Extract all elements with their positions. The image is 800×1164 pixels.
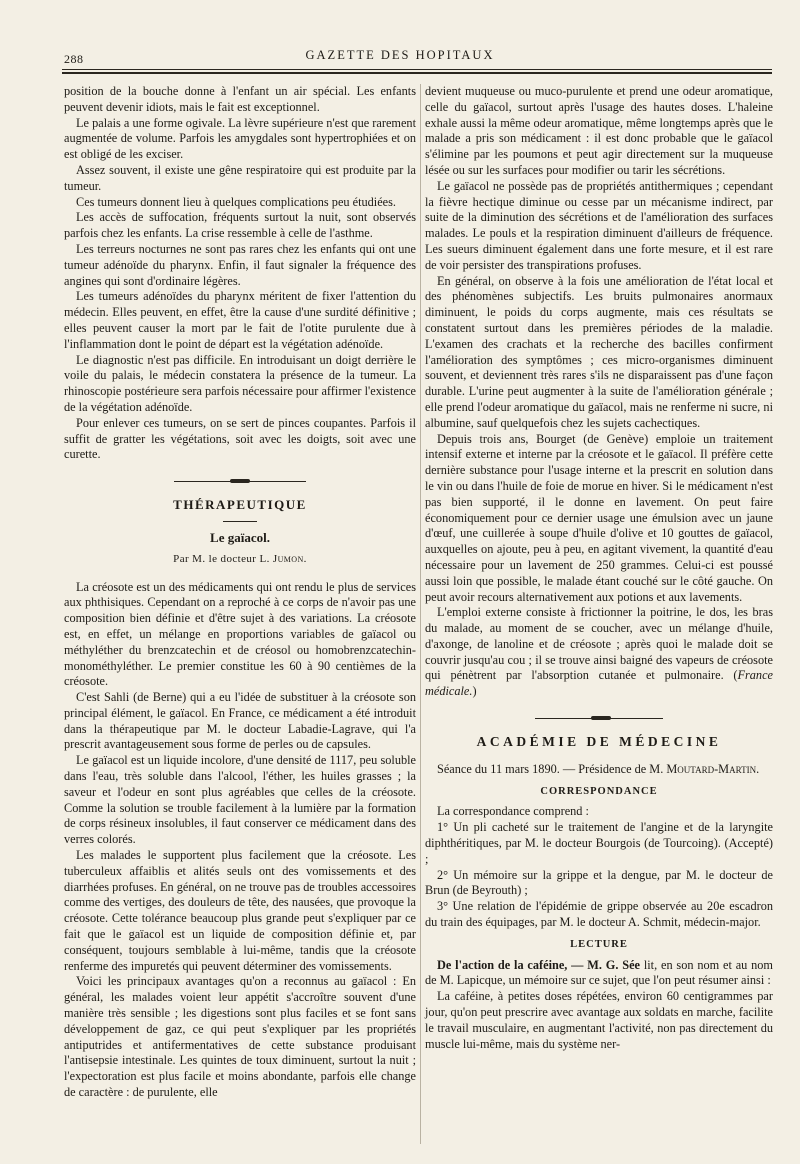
lecture-text: lit, en son nom et au nom de M. Lapicque, un mémoire sur ce sujet, que l'on peut résumer ainsi : [425, 957, 773, 988]
byline-prefix: Par M. le docteur L. [173, 552, 273, 565]
paragraph: La caféine, à petites doses répétées, environ 60 centigrammes par jour, qu'on peut prescrire avec avantage aux soldats en marche, facilite le travail musculaire, en augmentant l'activité, non pas directement du muscle lui-même, mais du système ner- [425, 989, 773, 1051]
paragraph: En général, on observe à la fois une amélioration de l'état local et des phénomènes subjectifs. Les bruits pulmonaires anormaux diminuent, le poids du corps augmente, mais ces résultats se constatent surtout dans les premières périodes de la maladie. L'examen des crachats et la recherche des bacilles confirment l'amélioration des symptômes ; ces micro-organismes diminuent souvent, et deviennent très rares s'ils ne disparaissent pas d'une façon durable. L'urine peut augmenter à la suite de l'amélioration générale ; elle prend l'odeur aromatique du gaïacol, mais ne renferme ni sucre, ni albumine, sauf quelquefois chez les sujets cachectiques. [425, 273, 773, 430]
left-column [64, 84, 416, 1101]
paragraph: Le gaïacol est un liquide incolore, d'une densité de 1117, peu soluble dans l'eau, très soluble dans l'alcool, l'éther, les huiles grasses ; la saveur et l'odeur en sont plus agréables que celles de la créosote. Comme la solution se trouble facilement à la lumière par la formation de corps résineux insolubles, il faut conserver ce médicament dans des verres colorés. [64, 753, 416, 847]
header-rule [62, 69, 772, 70]
list-item: 1° Un pli cacheté sur le traitement de l'angine et de la laryngite diphthéritiques, par M. le docteur Bourgois (de Tourcoing). (Accepté) ; [425, 820, 773, 866]
paragraph: Les malades le supportent plus facilement que la créosote. Les tuberculeux affaiblis et alités seuls ont des vomissements et des diarrhées profuses. En général, on ne trouve pas de troubles accessoires comme des vertiges, des douleurs de tête, des nausées, que provoque la créosote. Cette tolérance beaucoup plus grande peut s'expliquer par ce fait que le gaïacol est un liquide de composition définie et, par conséquent, toujours semblable à lui-même, tandis que la créosote renferme des impuretés qui peuvent déterminer des vomissements. [64, 848, 416, 973]
paragraph: Pour enlever ces tumeurs, on se sert de pinces coupantes. Parfois il suffit de gratter les végétations, soit avec les doigts, soit avec une curette. [64, 415, 416, 462]
lecture-lead: De l'action de la caféine, — M. G. Sée [437, 957, 641, 972]
session-line [425, 762, 773, 778]
paragraph: Voici les principaux avantages qu'on a reconnus au gaïacol : En général, les malades voient leur appétit s'accroître souvent d'une manière très sensible ; les digestions sont plus faciles et se font sans développement de gaz, ce qui peut s'expliquer par les propriétés antiputrides et antifermentatives de cette substance produisant l'antisepsie intestinale. Les quintes de toux diminuent, surtout la nuit ; l'expectoration est plus facile et moins abondante, parfois elle change de caractère : de purulente, elle [64, 974, 416, 1100]
column-divider [420, 84, 421, 1144]
paragraph: La correspondance comprend : [437, 804, 589, 819]
source-citation: France médicale. [425, 668, 773, 699]
paragraph: Les accès de suffocation, fréquents surtout la nuit, sont observés parfois chez les enfants. La crise ressemble à celle de l'asthme. [64, 210, 416, 241]
ornament-divider [64, 477, 416, 485]
section-title: THÉRAPEUTIQUE [173, 497, 307, 513]
list-item: 2° Un mémoire sur la grippe et la dengue, par M. le docteur de Brun (de Beyrouth) ; [425, 867, 773, 898]
paragraph: C'est Sahli (de Berne) qui a eu l'idée de substituer à la créosote son principal élément, le gaïacol. En France, ce médicament a été introduit dans la thérapeutique par M. le docteur Labadie-Lagrave, qui l'a prescrit avantageusement sous forme de perles ou de capsules. [64, 690, 416, 752]
paragraph: position de la bouche donne à l'enfant un air spécial. Les enfants peuvent devenir idiots, mais le fait est exceptionnel. [64, 84, 416, 114]
paragraph: Le diagnostic n'est pas difficile. En introduisant un doigt derrière le voile du palais, le médecin constatera la présence de la tumeur. La rhinoscopie postérieure sera parfois nécessaire pour affirmer l'existence de la végétation adénoïde. [64, 352, 416, 414]
paragraph: Assez souvent, il existe une gêne respiratoire qui est produite par la tumeur. [64, 162, 416, 193]
session-prefix: Séance du 11 mars 1890. — Présidence de M. [437, 761, 667, 776]
paragraph: Ces tumeurs donnent lieu à quelques complications peu étudiées. [76, 194, 396, 209]
correspondance-heading: CORRESPONDANCE [540, 785, 658, 797]
academy-title: ACADÉMIE DE MÉDECINE [476, 734, 722, 750]
article-title: Le gaïacol. [210, 529, 270, 545]
list-item: 3° Une relation de l'épidémie de grippe observée au 20e escadron du train des équipages, par M. le docteur A. Schmit, médecin-major. [425, 899, 773, 930]
header-rule-thick [62, 72, 772, 74]
session-president: Moutard-Martin. [666, 761, 760, 776]
lecture-heading: LECTURE [570, 938, 628, 950]
paragraph [425, 605, 773, 700]
paragraph-end: ) [472, 684, 477, 699]
paragraph: La créosote est un des médicaments qui ont rendu le plus de services aux phthisiques. Cependant on a reproché à ce corps de n'avoir pas une composition bien définie et d'être sujet à des variations. La créosote est, en effet, un mélange en proportions variables de gaïacol ou méthyléther du brenzcatechin et de créosol ou homobrenzcatechin-monométhyléther. Le premier constitue les 60 à 90 centièmes de la créosote. [64, 579, 416, 689]
paragraph-text: L'emploi externe consiste à frictionner la poitrine, le dos, les bras du malade, au moment de se coucher, avec un mélange d'huile, d'axonge, de lanoline et de créosote ; après quoi le malade doit se couvrir jusqu'au cou ; il se trouve ainsi baigné des vapeurs de créosote qui pénètrent par l'absorption cutanée et pulmonaire. ( [425, 605, 773, 683]
paragraph: devient muqueuse ou muco-purulente et prend une odeur aromatique, celle du gaïacol, surtout après l'usage des hautes doses. L'haleine exhale aussi la même odeur aromatique, même longtemps après que le malade a pris son médicament : il est donc probable que le gaïacol s'élimine par les poumons et peut agir directement sur la muqueuse lésée ou sur les surfaces pour modifier ou tarir les sécrétions. [425, 84, 773, 177]
ornament-divider [425, 714, 773, 722]
short-rule [223, 521, 257, 522]
byline [64, 552, 416, 568]
paragraph: Depuis trois ans, Bourget (de Genève) emploie un traitement intensif externe et interne par la créosote et le gaïacol. Il préfère cette dernière substance pour l'usage interne et la prescrit en solution dans le vin ou dans l'huile de foie de morue en hiver. Si le médicament n'est pas bien supporté, il le donne en lavement. On peut faire économiquement pour ce dernier usage une émulsion avec un jaune d'œuf, une cuillerée à soupe d'huile d'olive et 10 gouttes de gaïacol, auxquelles on ajoute, peu à peu, en agitant vivement, la quantité d'eau nécessaire pour un lavement de 250 grammes. Celui-ci est poussé aussi loin que possible, le malade étant couché sur le côté gauche. On peut avoir recours alternativement aux potions et aux lavements. [425, 431, 773, 604]
byline-author: Jumon. [272, 552, 307, 565]
paragraph: Le gaïacol ne possède pas de propriétés antithermiques ; cependant la fièvre hectique diminue ou cesse par un mécanisme indirect, par suite de la diminution des sécrétions et de l'amélioration des surfaces malades. Le pouls et la respiration diminuent d'ailleurs de fréquence. Les sueurs diminuent également dans une forte mesure, et il est rare de voir persister des transpirations profuses. [425, 178, 773, 272]
paragraph: Les terreurs nocturnes ne sont pas rares chez les enfants qui ont une tumeur adénoïde du pharynx. Enfin, il faut signaler la fréquence des angines qui sont d'ordinaire légères. [64, 241, 416, 288]
paragraph [425, 958, 773, 990]
paragraph: Les tumeurs adénoïdes du pharynx méritent de fixer l'attention du médecin. Elles peuvent, en effet, être la cause d'une surdité définitive ; elles peuvent causer la mort par le fait de l'otite purulente due à l'inflammation dont le point de départ est la végétation adénoïde. [64, 289, 416, 351]
paragraph: Le palais a une forme ogivale. La lèvre supérieure n'est que rarement augmentée de volume. Parfois les amygdales sont hypertrophiées et on est obligé de les exciser. [64, 115, 416, 162]
page-number: 288 [64, 52, 84, 66]
running-title: GAZETTE DES HOPITAUX [305, 48, 495, 62]
right-column [425, 84, 773, 1052]
